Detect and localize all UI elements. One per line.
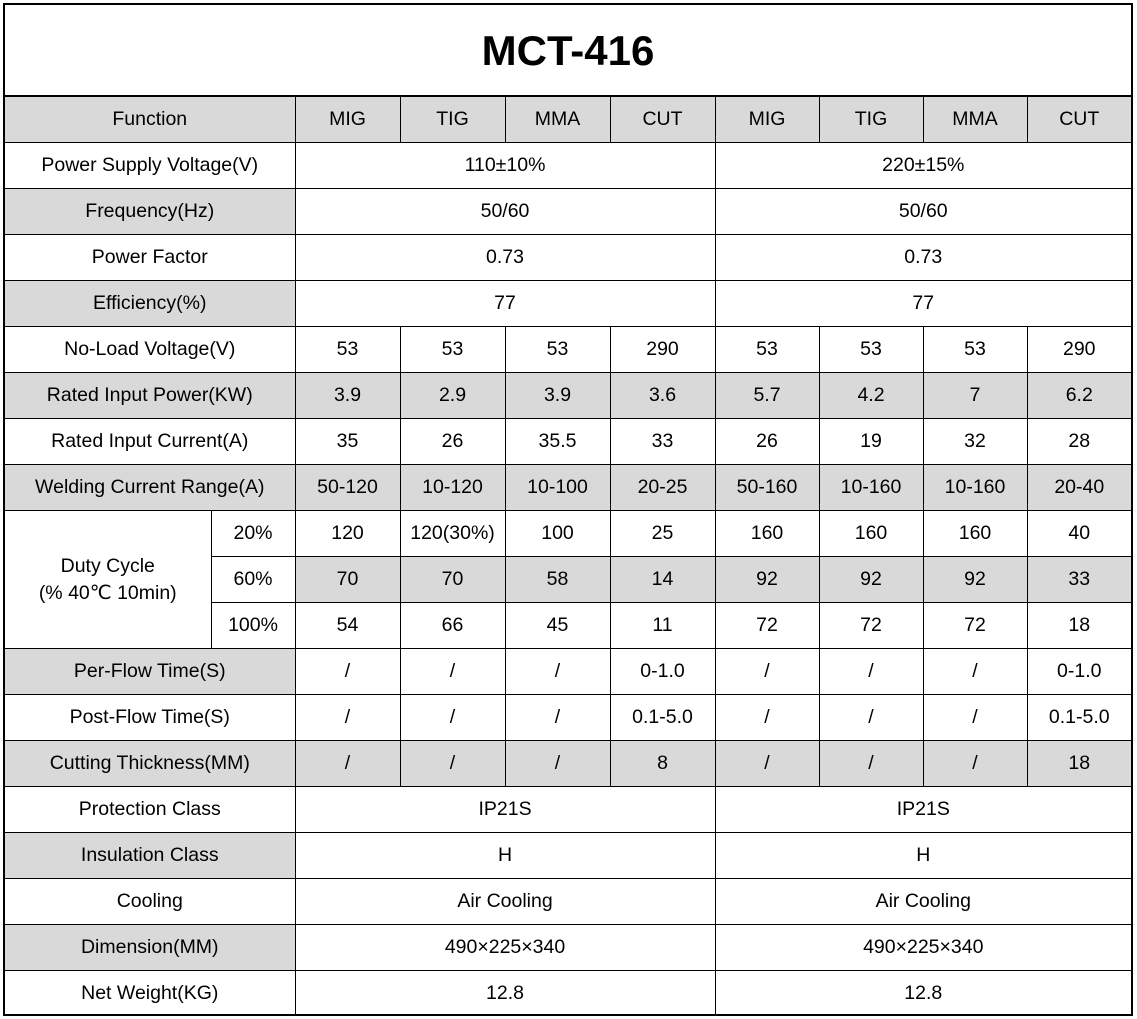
cell-value: 92 [715, 557, 819, 603]
cell-value: 70 [295, 557, 400, 603]
row-label: Post-Flow Time(S) [5, 695, 295, 741]
cell-value: 5.7 [715, 373, 819, 419]
row-label: Protection Class [5, 787, 295, 833]
cell-value: 53 [505, 327, 610, 373]
cell-value: / [400, 741, 505, 787]
cell-value: 50/60 [715, 189, 1131, 235]
page-title: MCT-416 [5, 5, 1131, 97]
cell-value: 0.1-5.0 [610, 695, 715, 741]
cell-value: 50-160 [715, 465, 819, 511]
header-mode: TIG [400, 97, 505, 143]
header-mode: MIG [715, 97, 819, 143]
cell-value: 220±15% [715, 143, 1131, 189]
cell-value: 32 [923, 419, 1027, 465]
table-row [5, 235, 1131, 281]
cell-value: / [715, 649, 819, 695]
cell-value: 53 [715, 327, 819, 373]
cell-value: 35 [295, 419, 400, 465]
cell-value: 50/60 [295, 189, 715, 235]
table-row [5, 879, 1131, 925]
cell-value: / [505, 695, 610, 741]
duty-percent: 20% [211, 511, 295, 557]
cell-value: 53 [923, 327, 1027, 373]
cell-value: 26 [400, 419, 505, 465]
table-row [5, 833, 1131, 879]
row-label: No-Load Voltage(V) [5, 327, 295, 373]
header-mode: CUT [1027, 97, 1131, 143]
cell-value: 12.8 [295, 971, 715, 1017]
row-label: Efficiency(%) [5, 281, 295, 327]
table-row [5, 971, 1131, 1017]
cell-value: 20-40 [1027, 465, 1131, 511]
cell-value: / [819, 695, 923, 741]
cell-value: / [295, 649, 400, 695]
cell-value: 33 [1027, 557, 1131, 603]
cell-value: 26 [715, 419, 819, 465]
cell-value: 2.9 [400, 373, 505, 419]
spec-table [5, 97, 1131, 1016]
table-row [5, 511, 1131, 557]
row-label: Rated Input Current(A) [5, 419, 295, 465]
cell-value: 0-1.0 [1027, 649, 1131, 695]
cell-value: 3.6 [610, 373, 715, 419]
row-label: Power Factor [5, 235, 295, 281]
cell-value: 3.9 [505, 373, 610, 419]
cell-value: 53 [819, 327, 923, 373]
cell-value: / [923, 695, 1027, 741]
cell-value: 92 [819, 557, 923, 603]
cell-value: 19 [819, 419, 923, 465]
row-label: Frequency(Hz) [5, 189, 295, 235]
cell-value: 11 [610, 603, 715, 649]
cell-value: 10-160 [923, 465, 1027, 511]
cell-value: 3.9 [295, 373, 400, 419]
cell-value: 54 [295, 603, 400, 649]
table-row [5, 695, 1131, 741]
cell-value: / [819, 649, 923, 695]
duty-percent: 100% [211, 603, 295, 649]
cell-value: 12.8 [715, 971, 1131, 1017]
table-row [5, 327, 1131, 373]
cell-value: 10-100 [505, 465, 610, 511]
table-row [5, 143, 1131, 189]
header-mode: CUT [610, 97, 715, 143]
cell-value: 25 [610, 511, 715, 557]
cell-value: 77 [715, 281, 1131, 327]
cell-value: 4.2 [819, 373, 923, 419]
header-mode: MIG [295, 97, 400, 143]
cell-value: / [715, 695, 819, 741]
cell-value: 100 [505, 511, 610, 557]
spec-sheet [3, 3, 1133, 1016]
cell-value: / [505, 649, 610, 695]
cell-value: 120(30%) [400, 511, 505, 557]
row-label: Welding Current Range(A) [5, 465, 295, 511]
cell-value: 110±10% [295, 143, 715, 189]
cell-value: 72 [819, 603, 923, 649]
duty-cycle-label-line1: Duty Cycle [60, 554, 155, 577]
row-label: Rated Input Power(KW) [5, 373, 295, 419]
header-function: Function [5, 97, 295, 143]
cell-value: 18 [1027, 603, 1131, 649]
duty-percent: 60% [211, 557, 295, 603]
cell-value: 92 [923, 557, 1027, 603]
cell-value: 72 [923, 603, 1027, 649]
cell-value: H [295, 833, 715, 879]
row-label: Power Supply Voltage(V) [5, 143, 295, 189]
cell-value: 20-25 [610, 465, 715, 511]
cell-value: 53 [295, 327, 400, 373]
cell-value: 10-160 [819, 465, 923, 511]
table-row [5, 189, 1131, 235]
cell-value: / [715, 741, 819, 787]
cell-value: 490×225×340 [715, 925, 1131, 971]
cell-value: 160 [715, 511, 819, 557]
cell-value: / [400, 649, 505, 695]
cell-value: 290 [610, 327, 715, 373]
row-label: Cooling [5, 879, 295, 925]
header-mode: MMA [923, 97, 1027, 143]
cell-value: 70 [400, 557, 505, 603]
cell-value: IP21S [715, 787, 1131, 833]
table-row [5, 281, 1131, 327]
cell-value: 0-1.0 [610, 649, 715, 695]
table-row [5, 419, 1131, 465]
cell-value: / [819, 741, 923, 787]
cell-value: 28 [1027, 419, 1131, 465]
duty-cycle-label [5, 511, 211, 649]
cell-value: 8 [610, 741, 715, 787]
cell-value: / [923, 741, 1027, 787]
table-row [5, 465, 1131, 511]
cell-value: 45 [505, 603, 610, 649]
header-mode: MMA [505, 97, 610, 143]
table-row [5, 741, 1131, 787]
cell-value: 290 [1027, 327, 1131, 373]
cell-value: 7 [923, 373, 1027, 419]
row-label: Dimension(MM) [5, 925, 295, 971]
cell-value: Air Cooling [295, 879, 715, 925]
header-mode: TIG [819, 97, 923, 143]
table-row [5, 373, 1131, 419]
cell-value: Air Cooling [715, 879, 1131, 925]
duty-cycle-label-line2: (% 40℃ 10min) [38, 581, 177, 604]
cell-value: 58 [505, 557, 610, 603]
cell-value: / [295, 741, 400, 787]
cell-value: 77 [295, 281, 715, 327]
table-row [5, 925, 1131, 971]
cell-value: 6.2 [1027, 373, 1131, 419]
row-label: Net Weight(KG) [5, 971, 295, 1017]
cell-value: H [715, 833, 1131, 879]
table-row [5, 787, 1131, 833]
header-row [5, 97, 1131, 143]
cell-value: 490×225×340 [295, 925, 715, 971]
cell-value: / [923, 649, 1027, 695]
cell-value: 160 [923, 511, 1027, 557]
cell-value: 35.5 [505, 419, 610, 465]
row-label: Cutting Thickness(MM) [5, 741, 295, 787]
cell-value: 10-120 [400, 465, 505, 511]
cell-value: / [400, 695, 505, 741]
cell-value: 53 [400, 327, 505, 373]
cell-value: 0.1-5.0 [1027, 695, 1131, 741]
cell-value: 0.73 [715, 235, 1131, 281]
cell-value: 120 [295, 511, 400, 557]
cell-value: IP21S [295, 787, 715, 833]
cell-value: 66 [400, 603, 505, 649]
cell-value: 72 [715, 603, 819, 649]
cell-value: 18 [1027, 741, 1131, 787]
cell-value: / [505, 741, 610, 787]
cell-value: 33 [610, 419, 715, 465]
cell-value: 160 [819, 511, 923, 557]
row-label: Per-Flow Time(S) [5, 649, 295, 695]
cell-value: 0.73 [295, 235, 715, 281]
cell-value: 40 [1027, 511, 1131, 557]
cell-value: 50-120 [295, 465, 400, 511]
cell-value: 14 [610, 557, 715, 603]
table-row [5, 649, 1131, 695]
cell-value: / [295, 695, 400, 741]
row-label: Insulation Class [5, 833, 295, 879]
